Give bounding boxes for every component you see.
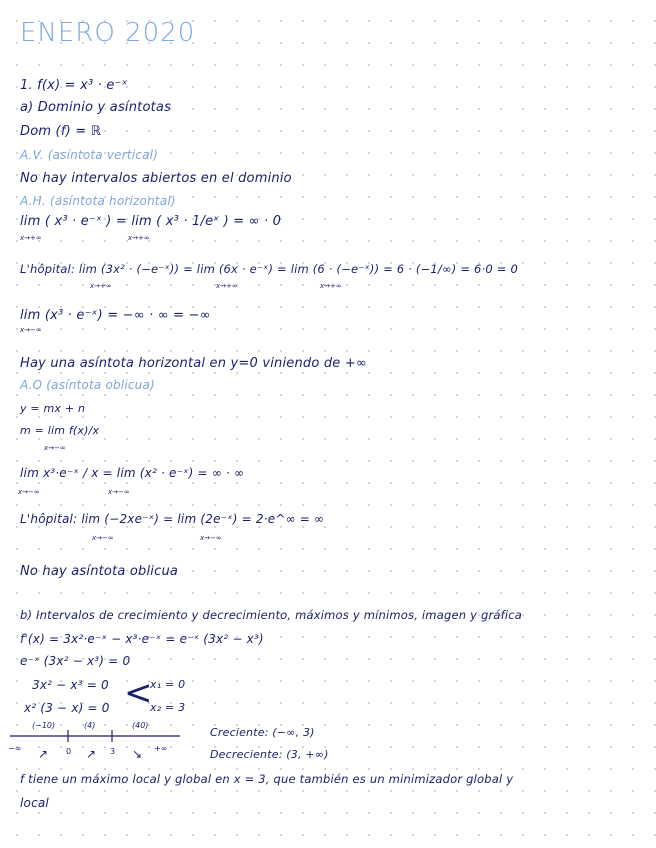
line-equation: y = mx + n	[20, 402, 86, 415]
limit-subscript: x→−∞	[92, 534, 114, 542]
branch-bracket: <	[124, 673, 153, 713]
exercise-statement: 1. f(x) = x³ · e⁻ˣ	[20, 78, 128, 93]
page-title: ENERO 2020	[20, 18, 196, 48]
lhopital-line-2: L'hôpital: lim (−2xe⁻ˣ) = lim (2e⁻ˣ) = 2·e^∞ = ∞	[20, 512, 325, 526]
limit-subscript: x→−∞	[200, 534, 222, 542]
limit-subscript: x→+∞	[320, 282, 342, 290]
limit-subscript: x→+∞	[216, 282, 238, 290]
limit-subscript: x→−∞	[108, 488, 130, 496]
lhopital-line-1: L'hôpital: lim (3x² · (−e⁻ˣ)) = lim (6x · e⁻ˣ) = lim (6 · (−e⁻ˣ)) = 6 · (−1/∞) = 6·0 = 0	[20, 262, 518, 276]
conclusion-line-1: f tiene un máximo local y global en x = 3, que también es un minimizador global y	[20, 772, 514, 786]
equation-line-2: x² (3 − x) = 0	[24, 701, 110, 715]
limit-minus-infinity-line: lim (x³ · e⁻ˣ) = −∞ · ∞ = −∞	[20, 308, 211, 323]
point-label: +∞	[154, 744, 168, 753]
increasing-arrow-icon: ↗	[86, 747, 97, 761]
point-label: −∞	[8, 744, 22, 753]
oblique-conclusion: No hay asíntota oblicua	[20, 564, 179, 579]
limit-subscript: x→+∞	[128, 234, 150, 242]
sign-label: (40)	[132, 721, 149, 730]
increasing-arrow-icon: ↗	[38, 747, 49, 761]
increasing-interval: Creciente: (−∞, 3)	[210, 726, 315, 739]
sign-label: (−10)	[32, 721, 56, 730]
section-a-heading: a) Dominio y asíntotas	[20, 100, 172, 115]
derivative-zero-line: e⁻ˣ (3x² − x³) = 0	[20, 654, 131, 668]
limit-subscript: x→−∞	[44, 444, 66, 452]
derivative-line: f'(x) = 3x²·e⁻ˣ − x³·e⁻ˣ = e⁻ˣ (3x² − x³)	[20, 632, 264, 646]
root-x1: x₁ = 0	[150, 678, 186, 691]
point-label: 3	[110, 747, 116, 756]
slope-definition: m = lim f(x)/x	[20, 424, 100, 437]
decreasing-arrow-icon: ↘	[132, 747, 143, 761]
limit-subscript: x→+∞	[20, 234, 42, 242]
horizontal-asymptote-conclusion: Hay una asíntota horizontal en y=0 viniendo de +∞	[20, 356, 367, 371]
vertical-asymptote-heading: A.V. (asíntota vertical)	[20, 148, 159, 162]
oblique-asymptote-heading: A.O (asíntota oblicua)	[20, 378, 155, 392]
horizontal-asymptote-heading: A.H. (asíntota horizontal)	[20, 194, 176, 208]
limit-subscript: x→+∞	[90, 282, 112, 290]
sign-label: (4)	[84, 721, 96, 730]
limit-subscript: x→−∞	[20, 326, 42, 334]
section-b-heading: b) Intervalos de crecimiento y decrecimiento, máximos y mínimos, imagen y gráfica	[20, 608, 523, 622]
slope-limit-line: lim x³·e⁻ˣ / x = lim (x² · e⁻ˣ) = ∞ · ∞	[20, 466, 245, 480]
limit-plus-infinity-line: lim ( x³ · e⁻ˣ ) = lim ( x³ · 1/eˣ ) = ∞ · 0	[20, 214, 282, 229]
decreasing-interval: Decreciente: (3, +∞)	[210, 748, 329, 761]
limit-subscript: x→−∞	[18, 488, 40, 496]
conclusion-line-2: local	[20, 796, 49, 810]
equation-line-1: 3x² − x³ = 0	[32, 678, 109, 692]
root-x2: x₂ = 3	[150, 701, 186, 714]
no-intervals-line: No hay intervalos abiertos en el dominio	[20, 171, 292, 186]
point-label: 0	[66, 747, 72, 756]
domain-line: Dom (f) = ℝ	[20, 124, 102, 139]
sign-number-line	[8, 718, 198, 768]
